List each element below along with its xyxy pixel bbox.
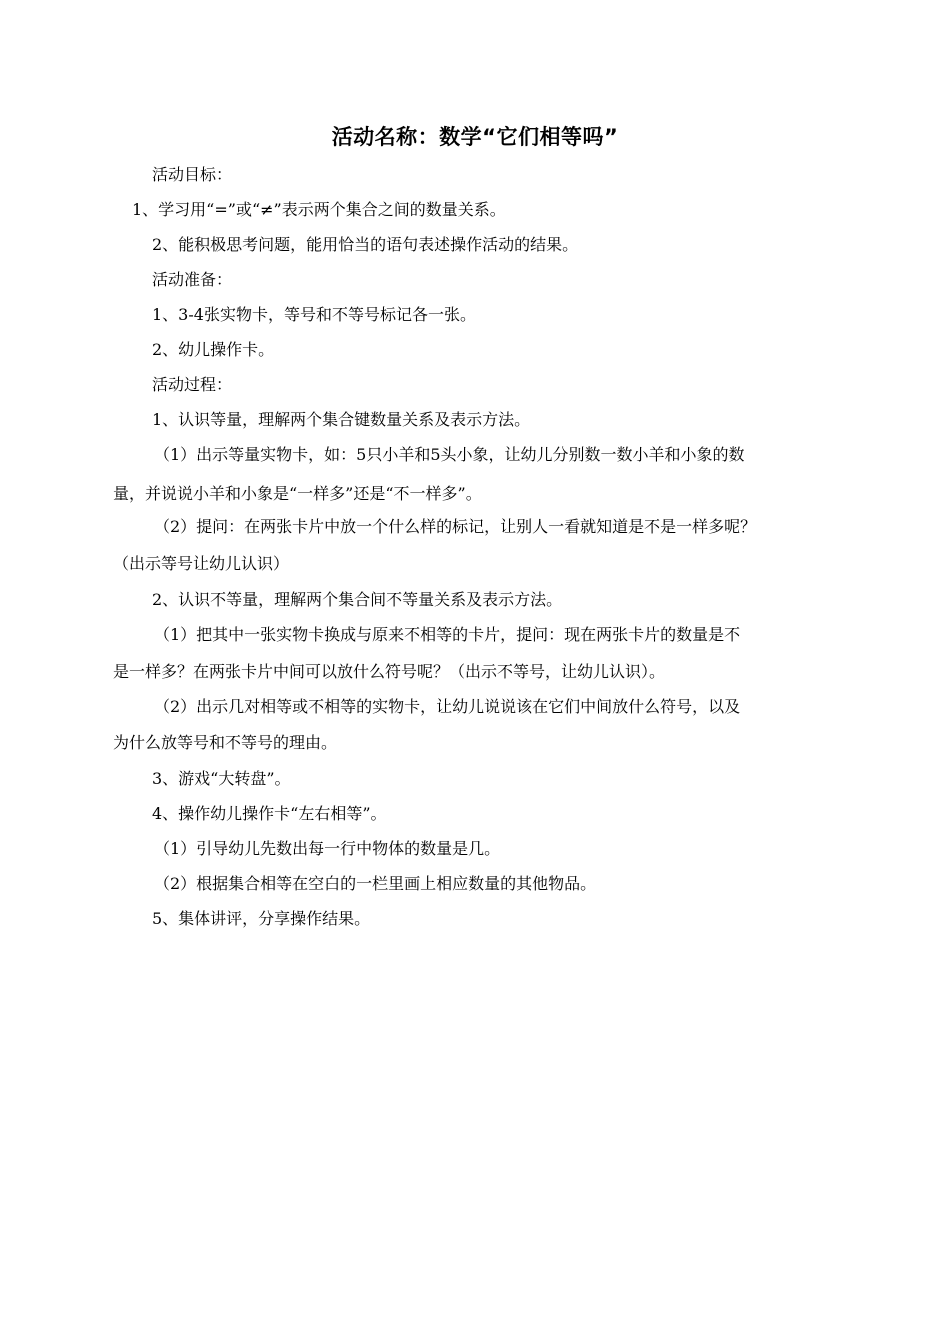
process-step-4-sub-1: （1）引导幼儿先数出每一行中物体的数量是几。 (154, 839, 501, 858)
process-step-2-sub-1-line-2: 是一样多？在两张卡片中间可以放什么符号呢？（出示不等号，让幼儿认识）。 (113, 662, 666, 681)
process-step-1-sub-1-line-2: 量，并说说小羊和小象是“一样多”还是“不一样多”。 (113, 484, 482, 503)
process-step-4: 4、操作幼儿操作卡“左右相等”。 (152, 804, 387, 823)
section-heading-preparation: 活动准备： (152, 270, 233, 289)
document-title: 活动名称：数学“它们相等吗” (331, 125, 619, 149)
process-step-2-sub-2-line-2: 为什么放等号和不等号的理由。 (113, 733, 338, 752)
process-step-4-sub-2: （2）根据集合相等在空白的一栏里画上相应数量的其他物品。 (154, 874, 597, 893)
process-step-2: 2、认识不等量，理解两个集合间不等量关系及表示方法。 (152, 590, 563, 609)
process-step-1-sub-2-line-1: （2）提问：在两张卡片中放一个什么样的标记，让别人一看就知道是不是一样多呢？ (154, 517, 757, 536)
preparation-item-2: 2、幼儿操作卡。 (152, 340, 275, 359)
process-step-3: 3、游戏“大转盘”。 (152, 769, 291, 788)
process-step-2-sub-1-line-1: （1）把其中一张实物卡换成与原来不相等的卡片，提问：现在两张卡片的数量是不 (154, 625, 741, 644)
goal-item-1: 1、学习用“=”或“≠”表示两个集合之间的数量关系。 (132, 200, 506, 219)
process-step-5: 5、集体讲评，分享操作结果。 (152, 909, 371, 928)
process-step-2-sub-2-line-1: （2）出示几对相等或不相等的实物卡，让幼儿说说该在它们中间放什么符号，以及 (154, 697, 741, 716)
section-heading-process: 活动过程： (152, 375, 233, 394)
section-heading-goals: 活动目标： (152, 165, 233, 184)
process-step-1-sub-2-line-2: （出示等号让幼儿认识） (113, 554, 290, 573)
process-step-1: 1、认识等量，理解两个集合键数量关系及表示方法。 (152, 410, 531, 429)
process-step-1-sub-1-line-1: （1）出示等量实物卡，如：5只小羊和5头小象，让幼儿分别数一数小羊和小象的数 (154, 445, 745, 464)
preparation-item-1: 1、3-4张实物卡，等号和不等号标记各一张。 (152, 305, 476, 324)
goal-item-2: 2、能积极思考问题，能用恰当的语句表述操作活动的结果。 (152, 235, 579, 254)
